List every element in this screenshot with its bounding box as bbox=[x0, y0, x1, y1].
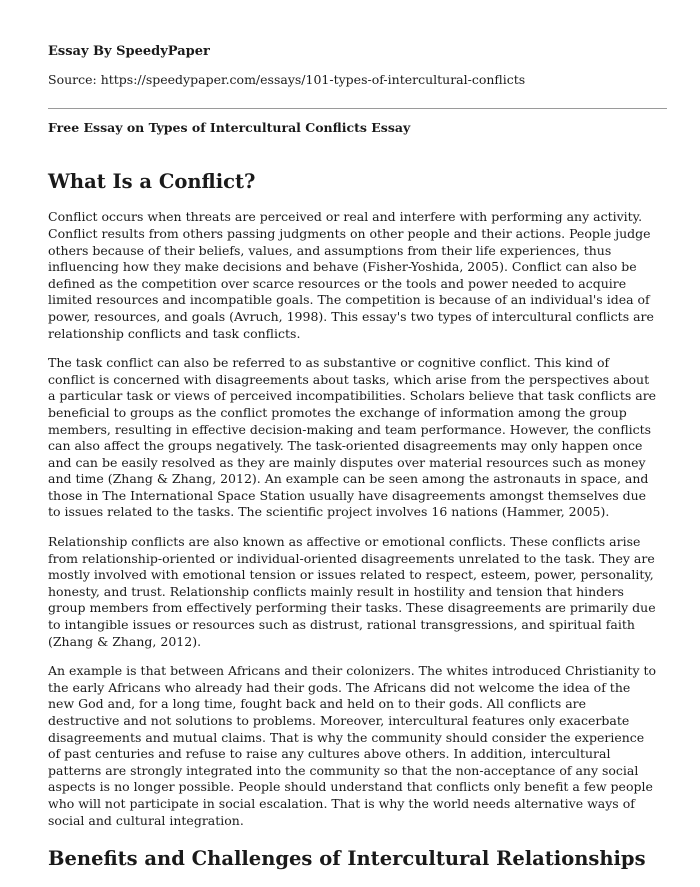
paragraph-relationship-conflict: Relationship conflicts are also known as affective or emotional conflicts. These conflicts arise from relationship-oriented or individual-oriented disagreements unrelated to the task. They are mostly involved with emotional tension or issues related to respect, esteem, power, personality, honesty, and trust. Relationship conflicts mainly result in hostility and tension that hinders group members from effectively performing their tasks. These disagreements are primarily due to intangible issues or resources such as distrust, rational transgressions, and spiritual faith (Zhang & Zhang, 2012). bbox=[48, 534, 656, 649]
section-heading-what-is-conflict: What Is a Conflict? bbox=[48, 170, 256, 193]
brand-label: Essay By SpeedyPaper bbox=[48, 44, 210, 59]
paragraph-example-colonizers: An example is that between Africans and their colonizers. The whites introduced Christianity to the early Africans who already had their gods. The Africans did not welcome the idea of the new God and, for a long time, fought back and held on to their gods. All conflicts are destructive and not solutions to problems. Moreover, intercultural features only exacerbate disagreements and mutual claims. That is why the community should consider the experience of past centuries and refuse to raise any cultures above others. In addition, intercultural patterns are strongly integrated into the community so that the non-acceptance of any social aspects is no longer possible. People should understand that conflicts only benefit a few people who will not participate in social escalation. That is why the world needs alternative ways of social and cultural integration. bbox=[48, 663, 657, 828]
header-divider bbox=[48, 108, 667, 109]
essay-content bbox=[48, 170, 660, 887]
document-title: Free Essay on Types of Intercultural Conflicts Essay bbox=[48, 120, 411, 135]
source-line: Source: https://speedypaper.com/essays/101-types-of-intercultural-conflicts bbox=[48, 72, 526, 87]
section-heading-benefits-challenges: Benefits and Challenges of Intercultural Relationships bbox=[48, 847, 646, 871]
paragraph-task-conflict: The task conflict can also be referred to as substantive or cognitive conflict. This kind of conflict is concerned with disagreements about tasks, which arise from the perspectives about a particular task or views of perceived incompatibilities. Scholars believe that task conflicts are beneficial to groups as the conflict promotes the exchange of information among the group members, resulting in effective decision-making and team performance. However, the conflicts can also affect the groups negatively. The task-oriented disagreements may only happen once and can be easily resolved as they are mainly disputes over material resources such as money and time (Zhang & Zhang, 2012). An example can be seen among the astronauts in space, and those in The International Space Station usually have disagreements amongst themselves due to issues related to the tasks. The scientific project involves 16 nations (Hammer, 2005). bbox=[48, 355, 657, 520]
paragraph-conflict-definition: Conflict occurs when threats are perceived or real and interfere with performing any activity. Conflict results from others passing judgments on other people and their actions. People judge others because of their beliefs, values, and assumptions from their life experiences, thus influencing how they make decisions and behave (Fisher-Yoshida, 2005). Conflict can also be defined as the competition over scarce resources or the tools and power needed to acquire limited resources and incompatible goals. The competition is because of an individual's idea of power, resources, and goals (Avruch, 1998). This essay's two types of intercultural conflicts are relationship conflicts and task conflicts. bbox=[48, 209, 654, 341]
